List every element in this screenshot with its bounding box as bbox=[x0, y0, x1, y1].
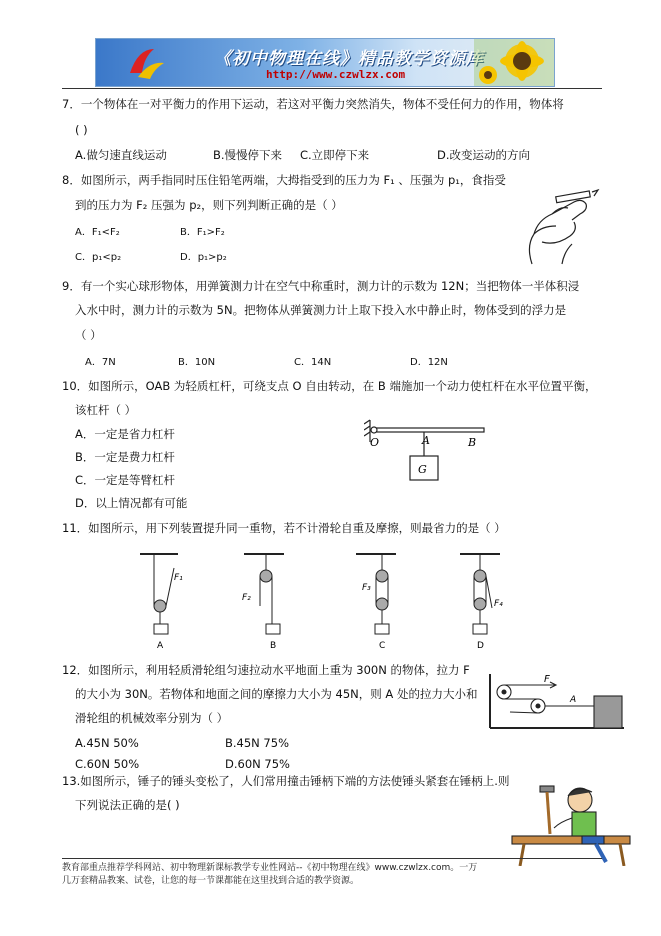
q10-option-d[interactable]: D．以上情况都有可能 bbox=[75, 496, 188, 510]
force-label-f1: F₁ bbox=[174, 573, 183, 583]
footer bbox=[62, 862, 602, 888]
q12-option-b[interactable]: B.45N 75% bbox=[225, 736, 289, 750]
pulley-label-f: F bbox=[544, 674, 550, 685]
q12-option-d[interactable]: D.60N 75% bbox=[225, 757, 290, 771]
banner-url[interactable]: http://www.czwlzx.com bbox=[266, 68, 406, 81]
q10-option-b[interactable]: B．一定是费力杠杆 bbox=[75, 450, 175, 464]
figure-label-a: A bbox=[157, 641, 164, 651]
footer-rule bbox=[62, 858, 602, 859]
lever-label-o: O bbox=[370, 436, 380, 449]
lever-label-a: A bbox=[422, 434, 430, 447]
header-banner bbox=[95, 38, 555, 87]
q7-option-d[interactable]: D.改变运动的方向 bbox=[437, 148, 531, 162]
lever-label-g: G bbox=[418, 463, 427, 476]
q9-line2: 入水中时，测力计的示数为 5N。把物体从弹簧测力计上取下投入水中静止时，物体受到的浮力是 bbox=[75, 303, 567, 317]
q9-line1: 9．有一个实心球形物体，用弹簧测力计在空气中称重时，测力计的示数为 12N；当把物体一半体积浸 bbox=[62, 279, 580, 293]
footer-line2: 几万套精品教案、试卷，让您的每一节课都能在这里找到合适的教学资源。 bbox=[62, 876, 360, 886]
figure-label-d: D bbox=[477, 641, 484, 651]
lever-label-b: B bbox=[468, 436, 477, 449]
q12-line2: 的大小为 30N。若物体和地面之间的摩擦力大小为 45N，则 A 处的拉力大小和 bbox=[75, 687, 478, 701]
q7-option-c[interactable]: C.立即停下来 bbox=[300, 148, 370, 162]
q9-option-a[interactable]: A．7N bbox=[85, 357, 116, 368]
q10-line1: 10．如图所示，OAB 为轻质杠杆，可绕支点 O 自由转动，在 B 端施加一个动力使杠杆在水平位置平衡， bbox=[62, 379, 597, 393]
logo-icon bbox=[124, 43, 168, 83]
q9-answer-blank: （ ） bbox=[75, 328, 102, 342]
q13-line1: 13.如图所示，锤子的锤头变松了，人们常用撞击锤柄下端的方法使锤头紧套在锤柄上.则 bbox=[62, 774, 510, 788]
footer-line1: 教育部重点推荐学科网站、初中物理新课标教学专业性网站--《初中物理在线》www.czwlzx.com。一万 bbox=[62, 863, 478, 873]
force-label-f4: F₄ bbox=[494, 599, 503, 609]
q7-option-a[interactable]: A.做匀速直线运动 bbox=[75, 148, 167, 162]
pulley-figures bbox=[130, 548, 520, 654]
header-rule bbox=[62, 88, 602, 89]
q10-option-c[interactable]: C．一定是等臂杠杆 bbox=[75, 473, 176, 487]
hammer-man-figure bbox=[510, 778, 636, 866]
q8-option-a[interactable]: A．F₁<F₂ bbox=[75, 227, 120, 238]
q9-option-d[interactable]: D．12N bbox=[410, 357, 448, 368]
q7-answer-blank: ( ) bbox=[75, 123, 88, 137]
q8-option-c[interactable]: C．p₁<p₂ bbox=[75, 252, 122, 263]
lever-figure bbox=[364, 418, 494, 486]
q9-option-c[interactable]: C．14N bbox=[294, 357, 332, 368]
q12-option-c[interactable]: C.60N 50% bbox=[75, 757, 140, 771]
sunflower-icon bbox=[474, 39, 554, 86]
q8-line1: 8．如图所示，两手指同时压住铅笔两端，大拇指受到的压力为 F₁ 、压强为 p₁，食指受 bbox=[62, 173, 506, 187]
q7-stem: 7．一个物体在一对平衡力的作用下运动，若这对平衡力突然消失，物体不受任何力的作用，物体将 bbox=[62, 97, 564, 111]
hand-pencil-figure bbox=[512, 186, 600, 268]
q13-line2: 下列说法正确的是( ) bbox=[75, 798, 180, 812]
q11-stem: 11．如图所示，用下列装置提升同一重物，若不计滑轮自重及摩擦，则最省力的是（ ） bbox=[62, 521, 506, 535]
force-label-f3: F₃ bbox=[362, 583, 371, 593]
q8-option-b[interactable]: B．F₁>F₂ bbox=[180, 227, 225, 238]
q10-option-a[interactable]: A．一定是省力杠杆 bbox=[75, 427, 175, 441]
q8-line2: 到的压力为 F₂ 压强为 p₂，则下列判断正确的是（ ） bbox=[75, 198, 343, 212]
q7-option-b[interactable]: B.慢慢停下来 bbox=[213, 148, 283, 162]
q12-line1: 12．如图所示，利用轻质滑轮组匀速拉动水平地面上重为 300N 的物体，拉力 F bbox=[62, 663, 470, 677]
pulley-label-a: A bbox=[570, 695, 577, 705]
figure-label-c: C bbox=[379, 641, 386, 651]
q10-line2: 该杠杆（ ） bbox=[75, 403, 137, 417]
figure-label-b: B bbox=[270, 641, 277, 651]
q12-line3: 滑轮组的机械效率分别为（ ） bbox=[75, 711, 229, 725]
q8-option-d[interactable]: D．p₁>p₂ bbox=[180, 252, 227, 263]
pulley-system-figure bbox=[486, 670, 626, 734]
force-label-f2: F₂ bbox=[242, 593, 251, 603]
q12-option-a[interactable]: A.45N 50% bbox=[75, 736, 139, 750]
banner-title: 《初中物理在线》精品教学资源库 bbox=[214, 49, 484, 69]
q9-option-b[interactable]: B．10N bbox=[178, 357, 216, 368]
